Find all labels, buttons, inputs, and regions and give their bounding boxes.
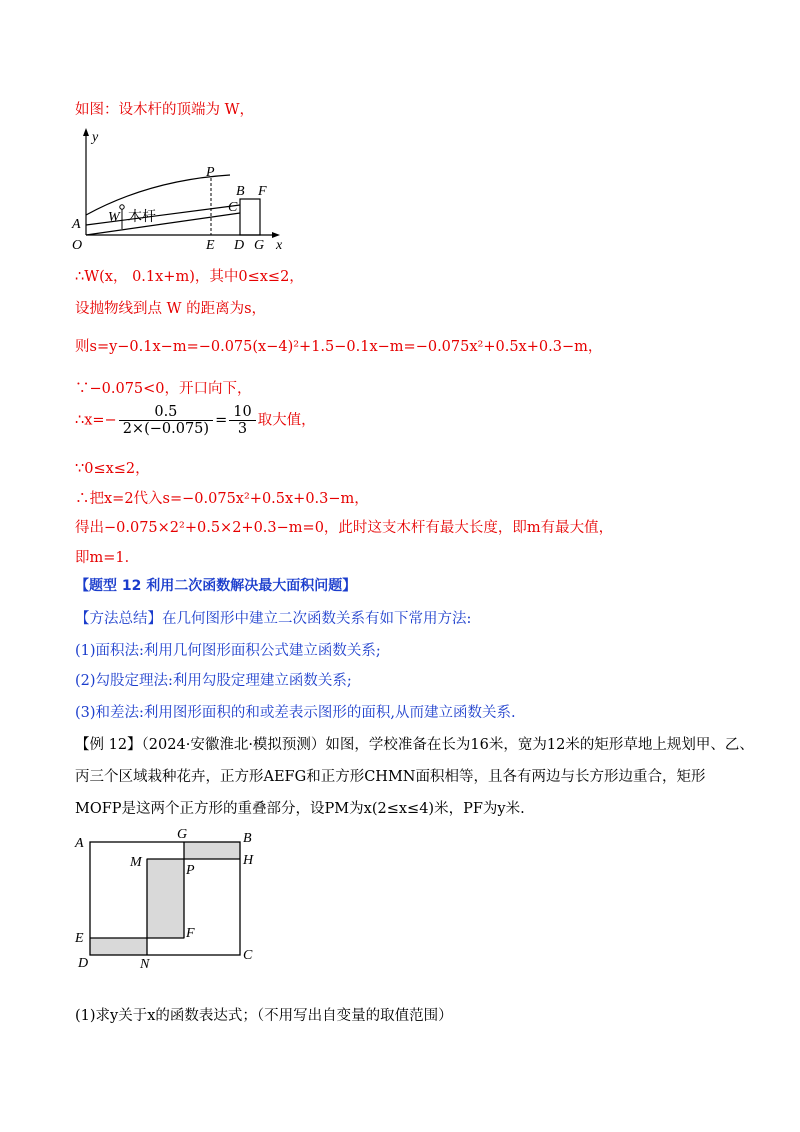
fraction-1 (119, 404, 213, 437)
x-axis-label: x (276, 238, 283, 253)
shaded-top (184, 842, 240, 859)
label-P2: P (186, 863, 195, 878)
method-2: (2)勾股定理法:利用勾股定理建立函数关系; (75, 673, 352, 689)
solution-line-2: ∴W(x， 0.1x+m)，其中0≤x≤2， (75, 269, 304, 285)
y-axis-label: y (92, 130, 99, 145)
label-O: O (72, 238, 83, 253)
label-H2: H (243, 853, 254, 868)
method-1: (1)面积法:利用几何图形面积公式建立函数关系; (75, 643, 381, 659)
label-W: W (108, 210, 120, 225)
label-F2: F (186, 926, 195, 941)
fraction-2 (229, 404, 255, 437)
label-C2: C (243, 948, 253, 963)
label-E: E (206, 238, 215, 253)
solution-intro: 如图：设木杆的顶端为 W， (75, 102, 255, 118)
solution-line-8: ∴把x=2代入s=−0.075x²+0.5x+0.3−m， (75, 491, 369, 507)
solution-line-3: 设抛物线到点 W 的距离为s， (75, 301, 267, 317)
question-1: (1)求y关于x的函数表达式；（不用写出自变量的取值范围） (75, 1008, 453, 1024)
shaded-bottom (90, 938, 147, 955)
fraction-2-num: 10 (229, 404, 255, 421)
method-summary: 【方法总结】在几何图形中建立二次函数关系有如下常用方法: (75, 611, 472, 627)
label-D2: D (78, 956, 89, 971)
solution-line-9: 得出−0.075×2²+0.5×2+0.3−m=0，此时这支木杆有最大长度，即m有最大值， (75, 520, 614, 536)
label-B2: B (243, 831, 252, 846)
solution-line-5: ∵−0.075<0，开口向下， (75, 381, 252, 397)
label-M2: M (130, 855, 142, 870)
l6-post: 取大值， (257, 412, 316, 429)
figure-squares (70, 826, 270, 971)
example-line-3: MOFP是这两个正方形的重叠部分，设PM为x(2≤x≤4)米，PF为y米. (75, 801, 525, 817)
l6-eq: = (215, 412, 228, 429)
solution-line-4: 则s=y−0.1x−m=−0.075(x−4)²+1.5−0.1x−m=−0.075x²+0.5x+0.3−m， (75, 339, 603, 355)
label-A: A (72, 217, 81, 232)
solution-line-7: ∵0≤x≤2， (75, 461, 150, 477)
label-N2: N (140, 957, 150, 971)
fraction-1-den: 2×(−0.075) (122, 421, 210, 437)
fraction-2-den: 3 (237, 421, 248, 437)
l6-pre: ∴x=− (75, 412, 117, 429)
label-P: P (206, 165, 215, 180)
label-B: B (236, 184, 245, 199)
pole-label: 木杆 (128, 210, 156, 225)
label-E2: E (75, 931, 84, 946)
method-3: (3)和差法:利用图形面积的和或差表示图形的面积,从而建立函数关系. (75, 705, 516, 721)
example-line-2: 丙三个区域栽种花卉，正方形AEFG和正方形CHMN面积相等，且各有两边与长方形边重合，矩形 (75, 769, 706, 785)
label-C: C (228, 200, 238, 215)
shaded-middle (147, 859, 184, 938)
solution-line-10: 即m=1． (75, 550, 140, 566)
label-A2: A (75, 836, 84, 851)
solution-line-6 (75, 404, 316, 437)
fraction-1-num: 0.5 (119, 404, 213, 421)
label-F: F (258, 184, 267, 199)
example-line-1: 【例 12】（2024·安徽淮北·模拟预测）如图，学校准备在长为16米，宽为12米的矩形草地上规划甲、乙、 (75, 737, 754, 753)
label-G: G (254, 238, 265, 253)
figure-parabola-pole (70, 125, 290, 255)
section-heading: 【题型 12 利用二次函数解决最大面积问题】 (75, 578, 357, 594)
label-G2: G (177, 827, 188, 842)
label-D: D (234, 238, 245, 253)
